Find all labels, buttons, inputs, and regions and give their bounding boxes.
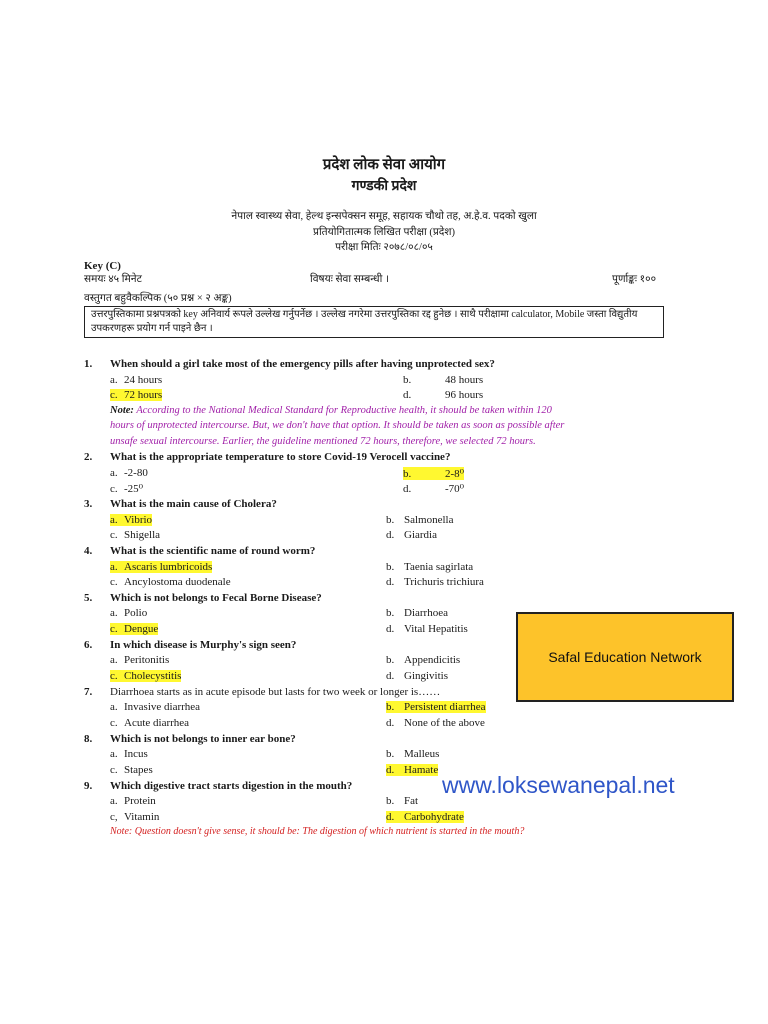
- option-b: [386, 514, 454, 526]
- option-letter: b.: [386, 795, 395, 807]
- option-d-correct: [386, 811, 464, 823]
- option-letter: d.: [386, 764, 395, 776]
- option-b: [386, 748, 439, 760]
- question-text: In which disease is Murphy's sign seen?: [110, 639, 297, 651]
- option-text: Cholecystitis: [124, 670, 182, 682]
- option-text: Vital Hepatitis: [404, 623, 468, 635]
- option-c: [110, 482, 143, 495]
- option-text: Dengue: [124, 623, 159, 635]
- exam-type: प्रतियोगितात्मक लिखित परीक्षा (प्रदेश): [312, 227, 456, 238]
- option-letter: a.: [110, 561, 118, 573]
- option-letter: a.: [110, 795, 118, 807]
- option-letter: d.: [386, 670, 395, 682]
- option-text: Vitamin: [124, 811, 160, 823]
- option-d: [403, 482, 464, 495]
- option-letter: b.: [386, 561, 395, 573]
- option-c: [110, 529, 160, 541]
- option-c-correct: [110, 623, 158, 635]
- option-text: Appendicitis: [404, 654, 461, 666]
- option-text: Stapes: [124, 764, 153, 776]
- option-text: Polio: [124, 607, 148, 619]
- note-line: hours of unprotected intercourse. But, we don't have that option. It should be taken as soon as possible after: [110, 420, 565, 431]
- website-link[interactable]: www.loksewanepal.net: [442, 772, 675, 798]
- option-letter: a.: [110, 514, 118, 526]
- exam-date: परीक्षा मितिः २०७८/०८/०५: [335, 242, 433, 253]
- option-d: [403, 389, 483, 401]
- option-text: -25⁰: [124, 483, 144, 495]
- option-letter: c.: [110, 576, 118, 588]
- option-letter: c.: [110, 483, 118, 495]
- question-number: 5.: [84, 592, 93, 604]
- option-a-correct: [110, 561, 212, 573]
- option-c: [110, 764, 153, 776]
- question-number: 2.: [84, 451, 93, 463]
- option-d: [386, 529, 437, 541]
- question-number: 7.: [84, 686, 93, 698]
- option-letter: b.: [386, 654, 395, 666]
- brand-banner: [516, 612, 734, 702]
- option-text: -70⁰: [445, 483, 465, 495]
- exam-time: समयः ४५ मिनेट: [84, 274, 142, 285]
- option-a-correct: [110, 514, 152, 526]
- option-letter: c.: [110, 529, 118, 541]
- option-d-correct: [386, 764, 438, 776]
- question-text: Diarrhoea starts as in acute episode but lasts for two week or longer is……: [110, 686, 441, 698]
- banner-text: Safal Education Network: [548, 649, 702, 665]
- option-c-correct: [110, 670, 181, 682]
- question-text: What is the scientific name of round worm?: [110, 545, 316, 557]
- option-letter: a.: [110, 467, 118, 479]
- option-letter: b.: [386, 748, 395, 760]
- question-text: When should a girl take most of the emergency pills after having unprotected sex?: [110, 358, 495, 370]
- option-letter: a.: [110, 748, 118, 760]
- option-b: [386, 607, 448, 619]
- option-a: [110, 607, 147, 619]
- option-b: [386, 561, 473, 573]
- note-label: Note:: [110, 405, 134, 416]
- question-text: Which is not belongs to Fecal Borne Disease?: [110, 592, 322, 604]
- option-text: Gingivitis: [404, 670, 449, 682]
- question-9-note: Note: Question doesn't give sense, it should be: The digestion of which nutrient is started in the mouth?: [110, 826, 525, 837]
- option-text: Malleus: [404, 748, 440, 760]
- option-a: [110, 467, 148, 479]
- option-letter: a.: [110, 701, 118, 713]
- exam-subject: विषयः सेवा सम्बन्धी ।: [310, 274, 389, 285]
- option-letter: d.: [386, 811, 395, 823]
- instructions-box: उत्तरपुस्तिकामा प्रश्नपत्रको key अनिवार्य रूपले उल्लेख गर्नुपर्नेछ । उल्लेख नगरेमा उत्तरपुस्तिका रद्द हुनेछ । साथै परीक्षामा calculator, Mobile जस्ता विद्युतीय उपकरणहरू प्रयोग गर्न पाइने छैन ।: [84, 306, 664, 338]
- option-c-correct: [110, 389, 162, 401]
- option-b: [403, 374, 483, 386]
- service-line: नेपाल स्वास्थ्य सेवा, हेल्थ इन्सपेक्सन समूह, सहायक चौथो तह, अ.हे.व. पदको खुला: [231, 211, 537, 222]
- question-text: Which digestive tract starts digestion in the mouth?: [110, 780, 353, 792]
- option-text: Taenia sagirlata: [404, 561, 474, 573]
- option-letter: a.: [110, 374, 118, 386]
- option-text: Ancylostoma duodenale: [124, 576, 231, 588]
- option-letter: c.: [110, 670, 118, 682]
- question-text: What is the appropriate temperature to store Covid-19 Verocell vaccine?: [110, 451, 451, 463]
- question-number: 3.: [84, 498, 93, 510]
- note-text: According to the National Medical Standard for Reproductive health, it should be taken within 120: [136, 405, 552, 416]
- option-text: Invasive diarrhea: [124, 701, 201, 713]
- option-letter: c.: [110, 389, 118, 401]
- option-text: Persistent diarrhea: [404, 701, 486, 713]
- option-c: [110, 576, 231, 588]
- option-text: 48 hours: [445, 374, 484, 386]
- option-a: [110, 748, 148, 760]
- option-letter: d.: [386, 623, 395, 635]
- option-b: [386, 654, 460, 666]
- full-marks: पूर्णाङ्कः १००: [612, 274, 657, 285]
- option-a: [110, 795, 156, 807]
- option-text: Diarrhoea: [404, 607, 448, 619]
- option-letter: c.: [110, 623, 118, 635]
- option-text: Carbohydrate: [404, 811, 464, 823]
- option-text: None of the above: [404, 717, 485, 729]
- option-text: Hamate: [404, 764, 439, 776]
- option-d: [386, 576, 484, 588]
- question-text: What is the main cause of Cholera?: [110, 498, 277, 510]
- option-text: Trichuris trichiura: [404, 576, 484, 588]
- note-line: [110, 405, 552, 416]
- option-d: [386, 670, 448, 682]
- option-c: [110, 717, 189, 729]
- option-letter: a.: [110, 654, 118, 666]
- option-b-correct: [403, 467, 464, 480]
- option-text: 96 hours: [445, 389, 484, 401]
- option-text: Ascaris lumbricoids: [124, 561, 213, 573]
- option-text: Vibrio: [124, 514, 153, 526]
- option-letter: b.: [403, 468, 412, 480]
- option-text: Incus: [124, 748, 148, 760]
- question-number: 1.: [84, 358, 93, 370]
- option-text: 24 hours: [124, 374, 163, 386]
- option-c: [110, 811, 159, 823]
- option-a: [110, 701, 200, 713]
- option-letter: c.: [110, 717, 118, 729]
- commission-title: प्रदेश लोक सेवा आयोग: [322, 157, 446, 173]
- option-text: Shigella: [124, 529, 161, 541]
- option-b: [386, 795, 418, 807]
- option-text: Peritonitis: [124, 654, 170, 666]
- section-title: वस्तुगत बहुवैकल्पिक (५० प्रश्न × २ अङ्क): [84, 293, 232, 304]
- option-b-correct: [386, 701, 486, 713]
- option-letter: d.: [403, 389, 412, 401]
- option-text: Acute diarrhea: [124, 717, 190, 729]
- question-number: 4.: [84, 545, 93, 557]
- option-letter: d.: [386, 717, 395, 729]
- option-letter: d.: [386, 529, 395, 541]
- option-letter: c,: [110, 811, 118, 823]
- option-letter: b.: [403, 374, 412, 386]
- option-text: 72 hours: [124, 389, 163, 401]
- option-text: Fat: [404, 795, 419, 807]
- question-number: 8.: [84, 733, 93, 745]
- option-d: [386, 717, 485, 729]
- option-text: -2-80: [124, 467, 148, 479]
- option-a: [110, 654, 169, 666]
- answer-key: Key (C): [84, 260, 121, 272]
- option-d: [386, 623, 468, 635]
- option-text: 2-8⁰: [445, 468, 465, 480]
- option-letter: b.: [386, 701, 395, 713]
- option-letter: c.: [110, 764, 118, 776]
- option-text: Salmonella: [404, 514, 454, 526]
- option-letter: b.: [386, 514, 395, 526]
- question-number: 9.: [84, 780, 93, 792]
- option-letter: d.: [386, 576, 395, 588]
- option-text: Giardia: [404, 529, 437, 541]
- note-line: unsafe sexual intercourse. Earlier, the guideline mentioned 72 hours, therefore, we selected 72 hours.: [110, 436, 536, 447]
- question-text: Which is not belongs to inner ear bone?: [110, 733, 296, 745]
- option-letter: d.: [403, 483, 412, 495]
- province-title: गण्डकी प्रदेश: [351, 179, 417, 194]
- option-letter: b.: [386, 607, 395, 619]
- option-a: [110, 374, 162, 386]
- option-text: Protein: [124, 795, 156, 807]
- question-number: 6.: [84, 639, 93, 651]
- option-letter: a.: [110, 607, 118, 619]
